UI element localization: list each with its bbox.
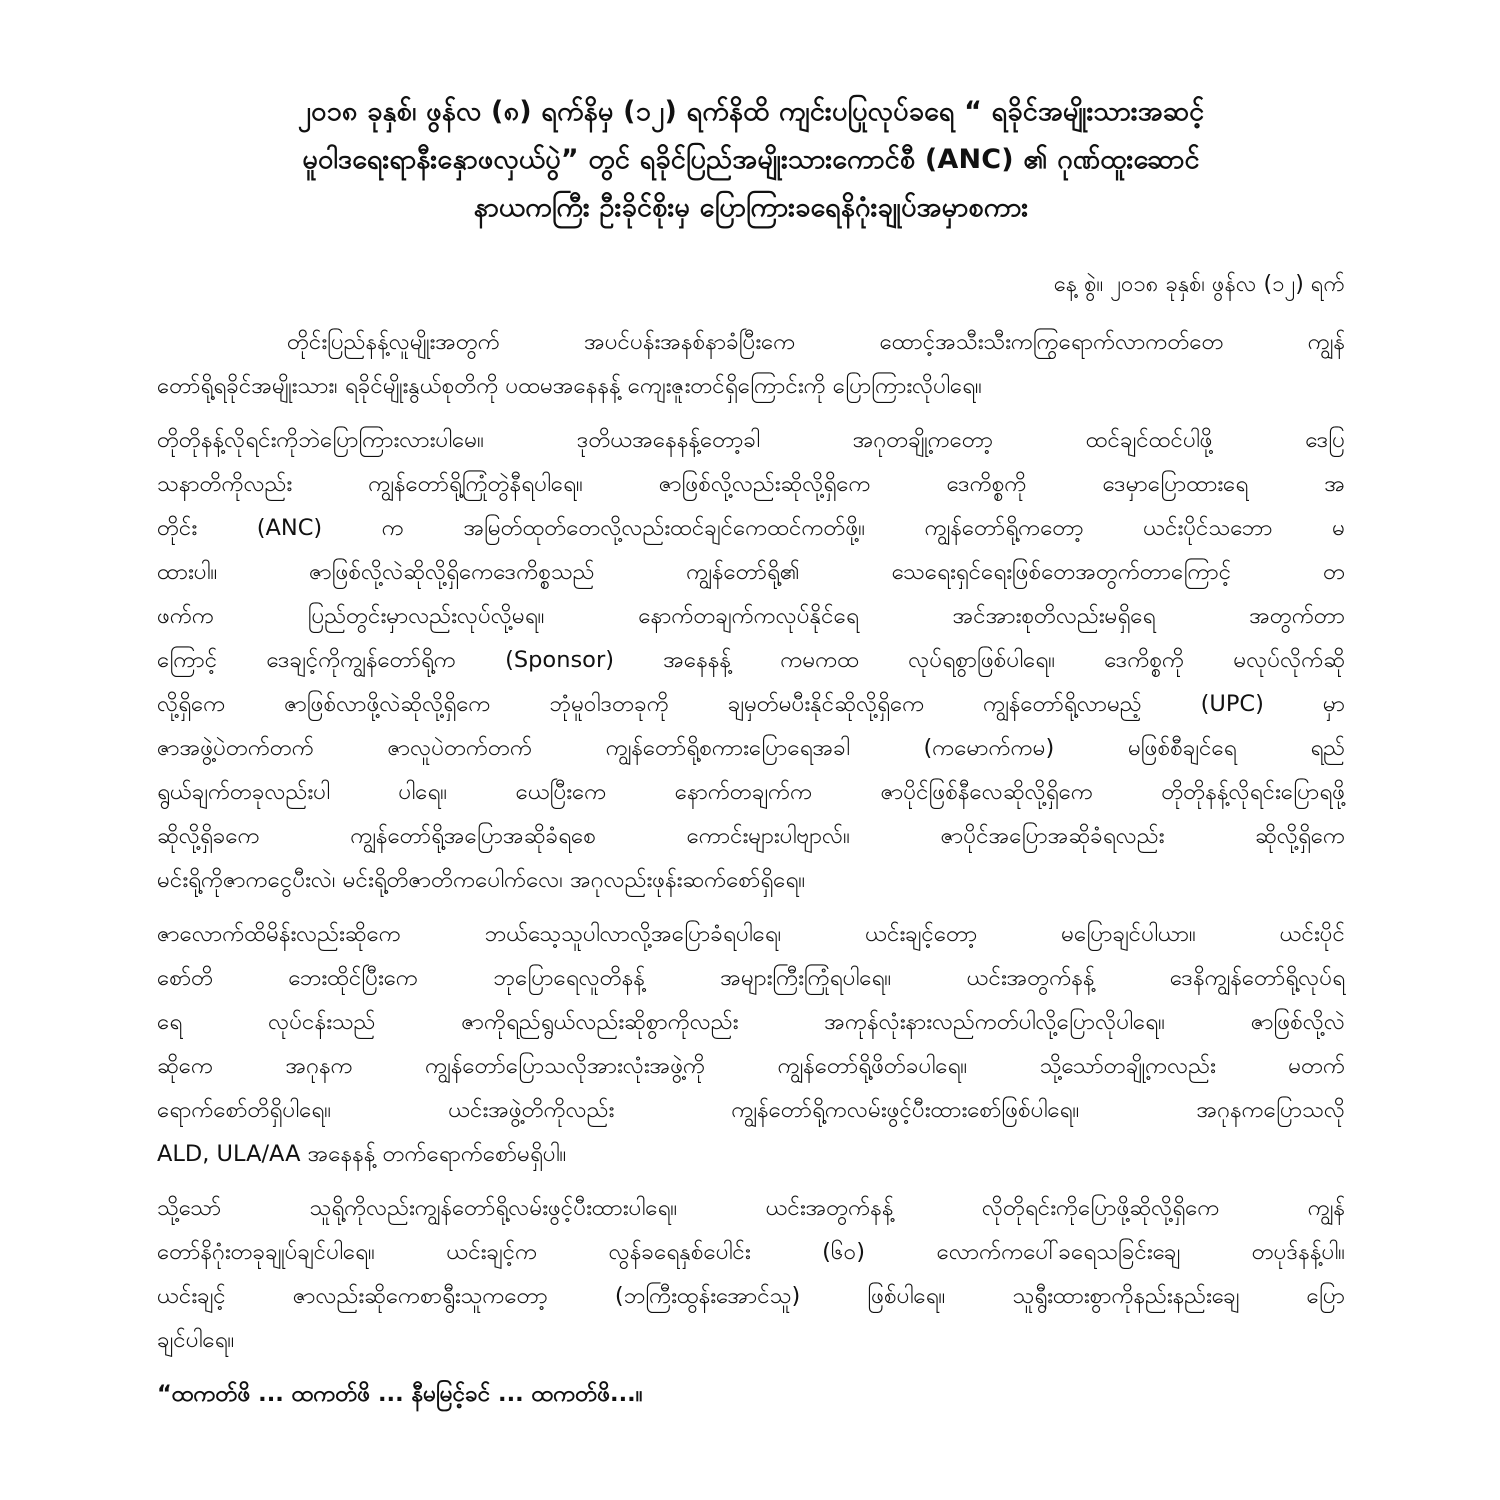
text-line: ကြောင့် ဒေချင့်ကိုကျွန်တော်ရို့က (Sponsor) အနေနန့် ကမကထ လုပ်ရစွာဖြစ်ပါရေ။ ဒေကိစ္စကို မလုပ်လိုက်ဆို [157,647,1345,673]
text-line: တိုတိုနန့်လိုရင်းကိုဘဲပြောကြားလားပါမေ။ ဒုတိယအနေနန့်တော့ခါ အဂုတချို့ကတော့ ထင်ချင်ထင်ပါဖို့ ဒေပြ [157,427,1345,453]
text-line: ဇာအဖွဲ့ပဲတက်တက် ဇာလူပဲတက်တက် ကျွန်တော်ရို့စကားပြောရေအခါ (ကမောက်ကမ) မဖြစ်စီချင်ရေ ရည် [157,735,1345,761]
text-line: ဆိုကေ အဂုနက ကျွန်တော်ပြောသလိုအားလုံးအဖွဲ့ကို ကျွန်တော်ရို့ဖိတ်ခပါရေ။ သို့သော်တချို့ကလည်း မတက် [157,1053,1345,1079]
text-line: တော်ရို့ရခိုင်အမျိုးသား၊ ရခိုင်မျိုးနွယ်စုတိကို ပထမအနေနန့် ကျေးဇူးတင်ရှိကြောင်းကို ပြောကြားလိုပါရေ။ [157,373,982,399]
paragraph-4 [157,1186,1345,1362]
text-line: ရောက်စော်တိရှိပါရေ။ ယင်းအဖွဲ့တိကိုလည်း ကျွန်တော်ရို့ကလမ်းဖွင့်ပီးထားစော်ဖြစ်ပါရေ။ အဂုနကပြောသလို [157,1097,1345,1123]
title-line: နာယကကြီး ဦးခိုင်စိုးမှ ပြောကြားခရေနိဂုံးချုပ်အမှာစကား [473,192,1029,223]
text-line: မင်းရို့ကိုဇာကငွေပီးလဲ၊ မင်းရို့တိဇာတိကပေါက်လေ၊ အဂုလည်းဖုန်းဆက်စော်ရှိရေ။ [157,867,806,893]
paragraph-3 [157,912,1345,1176]
text-line: ရွယ်ချက်တခုလည်းပါ ပါရေ။ ယေပြီးကေ နောက်တချက်က ဇာပိုင်ဖြစ်နီလေဆိုလို့ရှိကေ တိုတိုနန့်လိုရင်းပြောရဖို့ [157,779,1345,805]
document-title [157,88,1345,232]
text-line: တိုင်း (ANC) က အမြတ်ထုတ်တေလို့လည်းထင်ချင်ကေထင်ကတ်ဖို့။ ကျွန်တော်ရို့ကတော့ ယင်းပိုင်သဘော မ [157,515,1345,541]
text-line: လို့ရှိကေ ဇာဖြစ်လာဖို့လဲဆိုလို့ရှိကေ ဘုံမူဝါဒတခုကို ချမှတ်မပီးနိုင်ဆိုလို့ရှိကေ ကျွန်တော်ရို့လာမည့် (UPC) မှာ [157,691,1345,717]
text-line: ယင်းချင့် ဇာလည်းဆိုကေစာရွီးသူကတော့ (ဘကြီးထွန်းအောင်သူ) ဖြစ်ပါရေ။ သူရွီးထားစွာကိုနည်းနည်းချေ ပြော [157,1283,1345,1309]
title-line: မူဝါဒရေးရာနီးနှောဖလှယ်ပွဲ” တွင် ရခိုင်ပြည်အမျိုးသားကောင်စီ (ANC) ၏ ဂုဏ်ထူးဆောင် [302,144,1200,175]
text-line: ချင်ပါရေ။ [157,1327,235,1353]
body-text [157,320,1345,1362]
text-line: ဆိုလို့ရှိခကေ ကျွန်တော်ရို့အပြောအဆိုခံရစေ ကောင်းများပါဗျာလ်။ ဇာပိုင်အပြောအဆိုခံရလည်း ဆိုလို့ရှိကေ [157,823,1345,849]
text-line: ဇာလောက်ထိမိန်းလည်းဆိုကေ ဘယ်သေ့သူပါလာလို့အပြောခံရပါရေ၊ ယင်းချင့်တော့ မပြောချင်ပါယာ။ ယင်းပိုင် [157,921,1345,947]
text-line: သို့သော် သူရို့ကိုလည်းကျွန်တော်ရို့လမ်းဖွင့်ပီးထားပါရေ။ ယင်းအတွက်နန့် လိုတိုရင်းကိုပြောဖို့ဆိုလို့ရှိကေ ကျွန် [157,1195,1345,1221]
document-page [157,88,1345,1416]
closing-quote: “ထကတ်ဖိ ... ထကတ်ဖိ ... နီမမြင့်ခင် ... ထကတ်ဖိ...။ [157,1381,643,1407]
text-line: ALD, ULA/AA အနေနန့် တက်ရောက်စော်မရှိပါ။ [157,1141,567,1167]
paragraph-1 [157,320,1345,408]
dateline: နေ့ စွဲ။ ၂၀၁၈ ခုနှစ်၊ ဖွန်လ (၁၂) ရက် [1053,272,1345,297]
title-line: ၂၀၁၈ ခုနှစ်၊ ဖွန်လ (၈) ရက်နိမှ (၁၂) ရက်နိထိ ကျင်းပပြုလုပ်ခရေ “ ရခိုင်အမျိုးသားအဆင့် [297,96,1205,127]
text-line: ထားပါ။ ဇာဖြစ်လို့လဲဆိုလို့ရှိကေဒေကိစ္စသည် ကျွန်တော်ရို့၏ သေရေးရှင်ရေးဖြစ်တေအတွက်တာကြောင့် တ [157,559,1345,585]
paragraph-2 [157,418,1345,902]
text-line: ရေ လုပ်ငန်းသည် ဇာကိုရည်ရွယ်လည်းဆိုစွာကိုလည်း အကုန်လုံးနားလည်ကတ်ပါလို့ပြောလိုပါရေ။ ဇာဖြစ်လို့လဲ [157,1009,1345,1035]
text-line: သနာတိကိုလည်း ကျွန်တော်ရို့ကြုံတွဲနီရပါရေ။ ဇာဖြစ်လို့လည်းဆိုလို့ရှိကေ ဒေကိစ္စကို ဒေမှာပြောထားရေ အ [157,471,1345,497]
text-line: တိုင်းပြည်နန့်လူမျိုးအတွက် အပင်ပန်းအနစ်နာခံပြီးကေ ထောင့်အသီးသီးကကြွရောက်လာကတ်တေ ကျွန် [287,329,1345,355]
text-line: ဖက်က ပြည်တွင်းမှာလည်းလုပ်လို့မရ။ နောက်တချက်ကလုပ်နိုင်ရေ အင်အားစုတိလည်းမရှိရေ အတွက်တာ [157,603,1345,629]
text-line: တော်နိဂုံးတခုချုပ်ချင်ပါရေ။ ယင်းချင့်က လွန်ခရေနှစ်ပေါင်း (၆၀) လောက်ကပေါ်ခရေသခြင်းချေ တပုဒ်နန့်ပါ။ [157,1239,1345,1265]
text-line: စော်တိ ဘေးထိုင်ပြီးကေ ဘုပြောရေလူတိနန့် အများကြီးကြုံရပါရေ။ ယင်းအတွက်နန့် ဒေနိကျွန်တော်ရို့လုပ်ရ [157,965,1345,991]
